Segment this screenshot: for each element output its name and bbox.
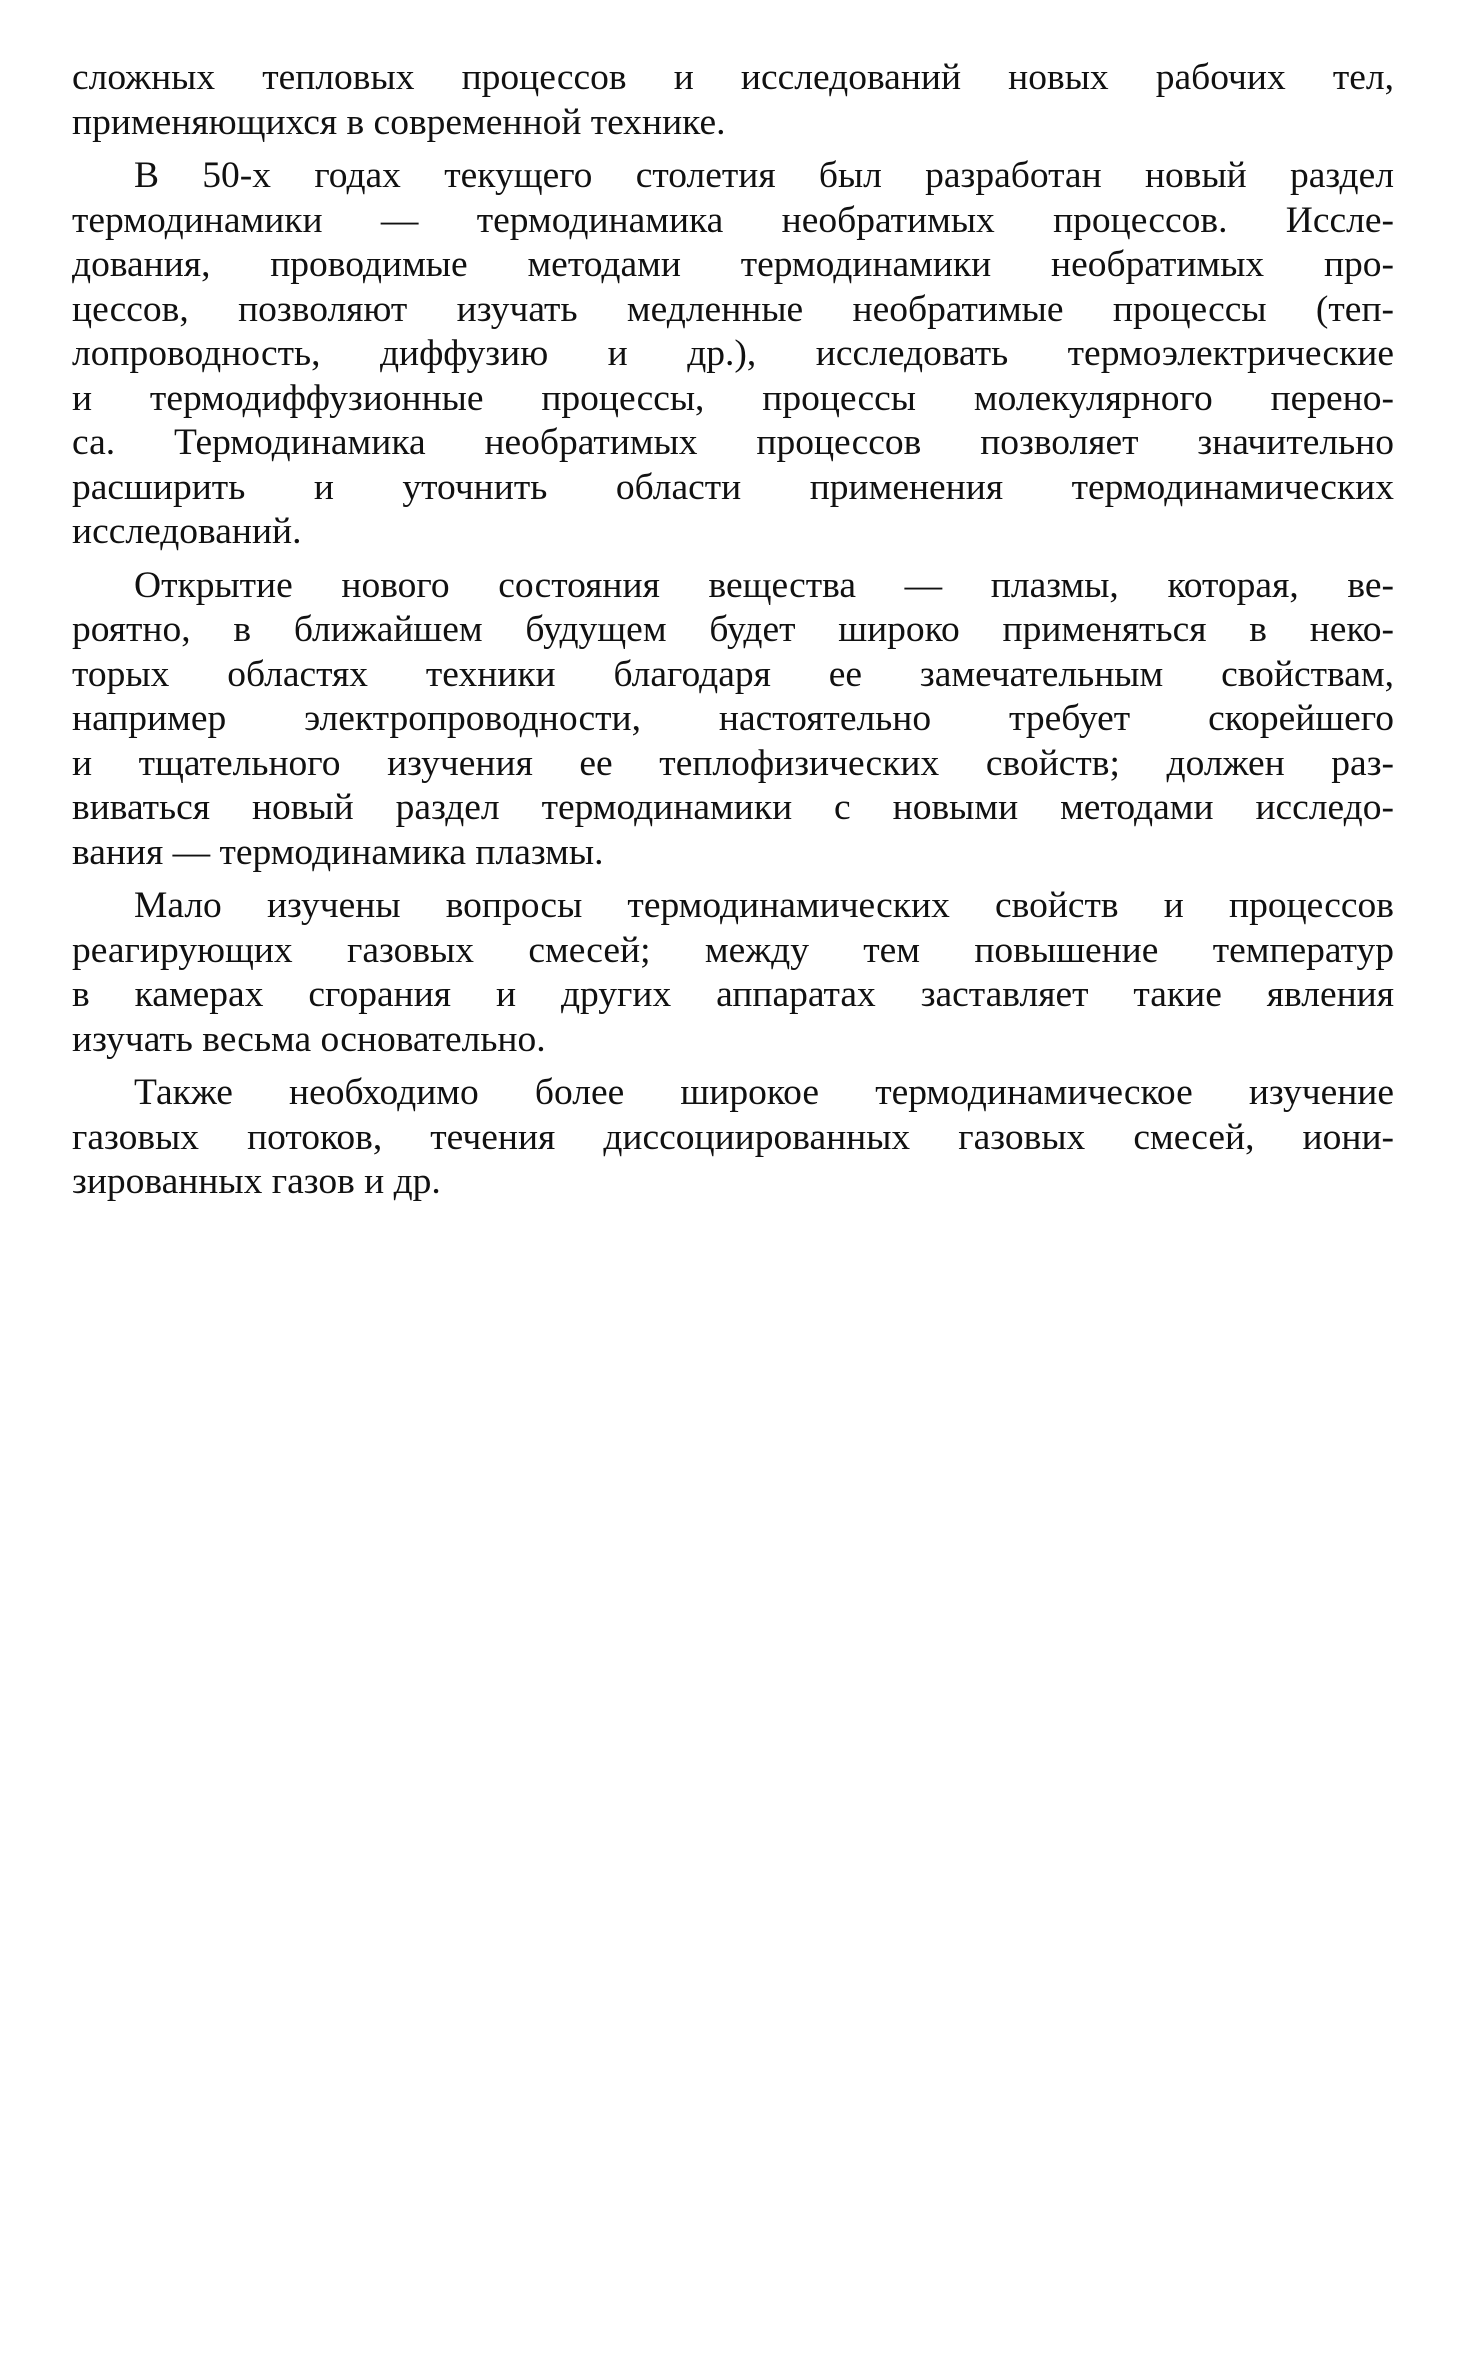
paragraph-3 — [72, 564, 1394, 876]
text-line: торых областях техники благодаря ее замечательным свойствам, — [72, 653, 1394, 695]
text-line: сложных тепловых процессов и исследований новых рабочих тел, — [72, 57, 1394, 98]
paragraph-4 — [72, 884, 1394, 1062]
text-line: роятно, в ближайшем будущем будет широко применяться в неко- — [72, 609, 1394, 650]
text-line: дования, проводимые методами термодинамики необратимых про- — [72, 244, 1394, 285]
text-line: виваться новый раздел термодинамики с новыми методами исследо- — [72, 787, 1394, 828]
paragraph-1 — [72, 56, 1394, 145]
text-line: изучать весьма основательно. — [72, 1018, 546, 1060]
text-line: и термодиффузионные процессы, процессы молекулярного перено- — [72, 377, 1394, 419]
text-line: газовых потоков, течения диссоциированных газовых смесей, иони- — [72, 1116, 1394, 1158]
text-line: Мало изучены вопросы термодинамических свойств и процессов — [134, 885, 1394, 926]
text-line: Открытие нового состояния вещества — плазмы, которая, ве- — [134, 564, 1394, 606]
text-line: са. Термодинамика необратимых процессов позволяет значительно — [72, 422, 1394, 463]
text-line: В 50-х годах текущего столетия был разработан новый раздел — [134, 155, 1394, 196]
text-line: вания — термодинамика плазмы. — [72, 831, 604, 873]
text-line: исследований. — [72, 511, 302, 552]
text-line: в камерах сгорания и других аппаратах заставляет такие явления — [72, 974, 1394, 1015]
paragraph-2 — [72, 154, 1394, 555]
text-line: расширить и уточнить области применения термодинамических — [72, 466, 1394, 508]
text-line: реагирующих газовых смесей; между тем повышение температур — [72, 929, 1394, 971]
text-line: цессов, позволяют изучать медленные необратимые процессы (теп- — [72, 288, 1394, 330]
text-line: зированных газов и др. — [72, 1161, 441, 1202]
text-line: и тщательного изучения ее теплофизических свойств; должен раз- — [72, 742, 1394, 784]
text-line: Также необходимо более широкое термодинамическое изучение — [134, 1072, 1394, 1113]
text-line: лопроводность, диффузию и др.), исследовать термоэлектрические — [72, 333, 1394, 374]
text-line: например электропроводности, настоятельно требует скорейшего — [72, 698, 1394, 739]
paragraph-5 — [72, 1071, 1394, 1205]
text-line: термодинамики — термодинамика необратимых процессов. Иссле- — [72, 199, 1394, 241]
document-page — [72, 56, 1394, 1214]
text-line: применяющихся в современной технике. — [72, 101, 726, 143]
